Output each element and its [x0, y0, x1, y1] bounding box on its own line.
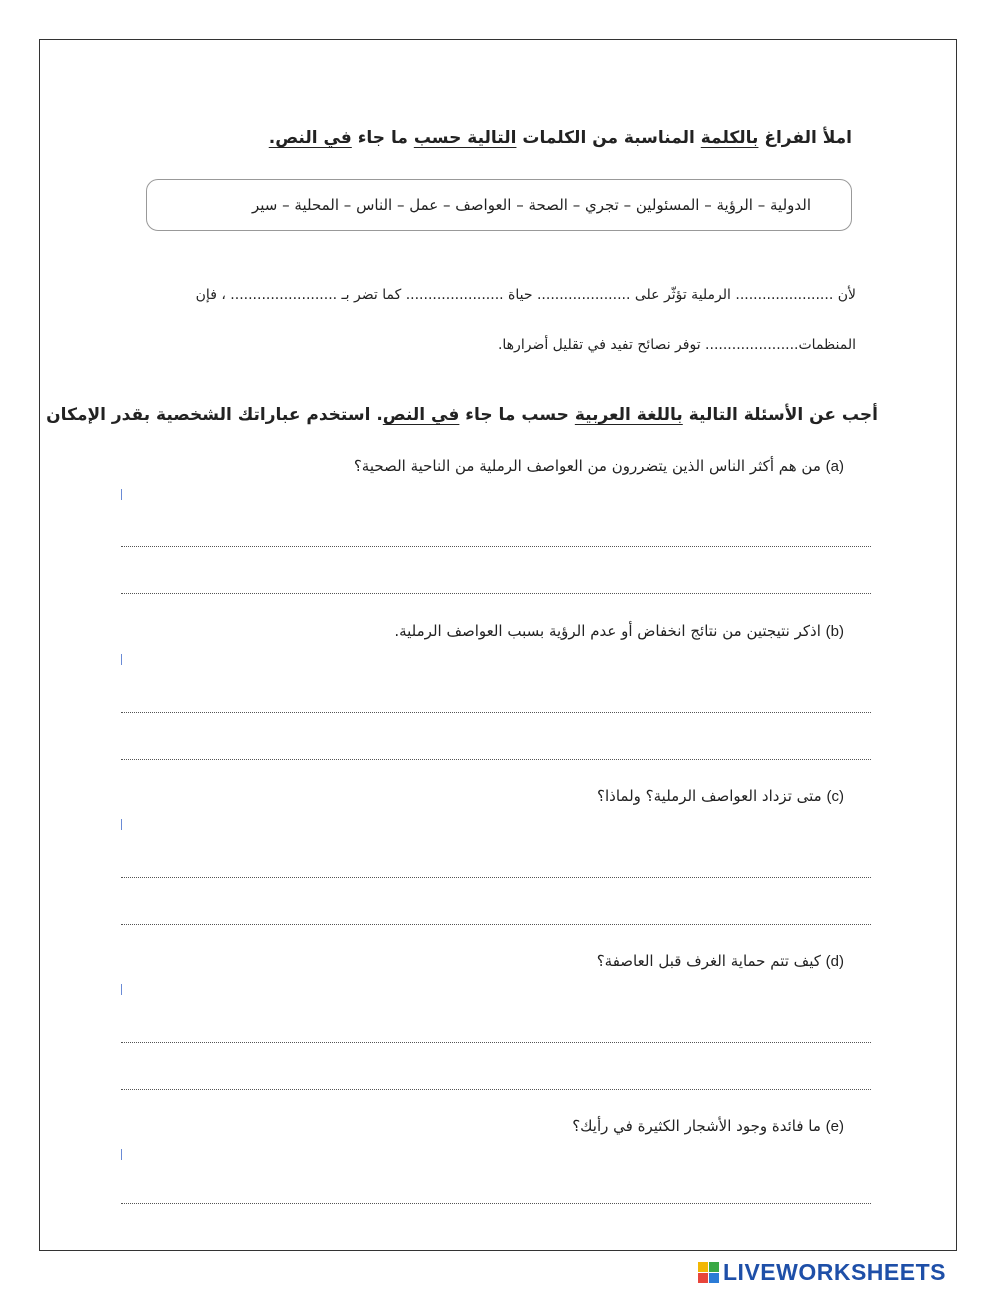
answer-line[interactable] — [121, 593, 871, 594]
question-label: (e) — [825, 1118, 844, 1135]
answer-line[interactable] — [121, 759, 871, 760]
answer-caret — [121, 1149, 122, 1160]
answer-caret — [121, 819, 122, 830]
answer-caret — [121, 984, 122, 995]
instruction-answer-questions: أجب عن الأسئلة التالية باللغة العربية حسب ما جاء في النص. استخدم عباراتك الشخصية بقدر الإمكان — [46, 405, 878, 425]
question-d — [597, 952, 844, 970]
question-label: (a) — [825, 458, 844, 475]
question-text: كيف تتم حماية الغرف قبل العاصفة؟ — [596, 952, 821, 970]
answer-line[interactable] — [121, 546, 871, 547]
question-text: من هم أكثر الناس الذين يتضررون من العواصف الرملية من الناحية الصحية؟ — [353, 457, 821, 475]
answer-line[interactable] — [121, 1203, 871, 1204]
question-c — [597, 787, 844, 805]
logo-text: LIVEWORKSHEETS — [723, 1258, 946, 1285]
question-text: ما فائدة وجود الأشجار الكثيرة في رأيك؟ — [572, 1117, 821, 1135]
question-label: (c) — [826, 788, 844, 805]
question-text: اذكر نتيجتين من نتائج انخفاض أو عدم الرؤية بسبب العواصف الرملية. — [394, 622, 821, 640]
instruction-fill-blanks: املأ الفراغ بالكلمة المناسبة من الكلمات التالية حسب ما جاء في النص. — [268, 128, 852, 148]
word-bank-box — [146, 179, 852, 231]
answer-caret — [121, 654, 122, 665]
question-e — [572, 1117, 844, 1135]
liveworksheets-logo — [698, 1259, 946, 1285]
liveworksheets-icon — [698, 1262, 719, 1283]
answer-line[interactable] — [121, 924, 871, 925]
answer-line[interactable] — [121, 877, 871, 878]
question-a — [354, 457, 844, 475]
question-b — [394, 622, 844, 640]
answer-caret — [121, 489, 122, 500]
question-text: متى تزداد العواصف الرملية؟ ولماذا؟ — [597, 787, 822, 805]
answer-line[interactable] — [121, 1042, 871, 1043]
answer-line[interactable] — [121, 712, 871, 713]
question-label: (d) — [825, 953, 844, 970]
question-label: (b) — [825, 623, 844, 640]
fill-sentence-line-2: المنظمات..................... توفر نصائح تفيد في تقليل أضرارها. — [497, 337, 856, 353]
word-bank-text: الدولية – الرؤية – المسئولين – تجري – الصحة – العواصف – عمل – الناس – المحلية – سير — [252, 196, 811, 214]
answer-line[interactable] — [121, 1089, 871, 1090]
fill-sentence-line-1: لأن ...................... الرملية تؤثّر على ..................... حياة ...................... كما تضر بـ ........................ ، فإن — [195, 287, 856, 303]
